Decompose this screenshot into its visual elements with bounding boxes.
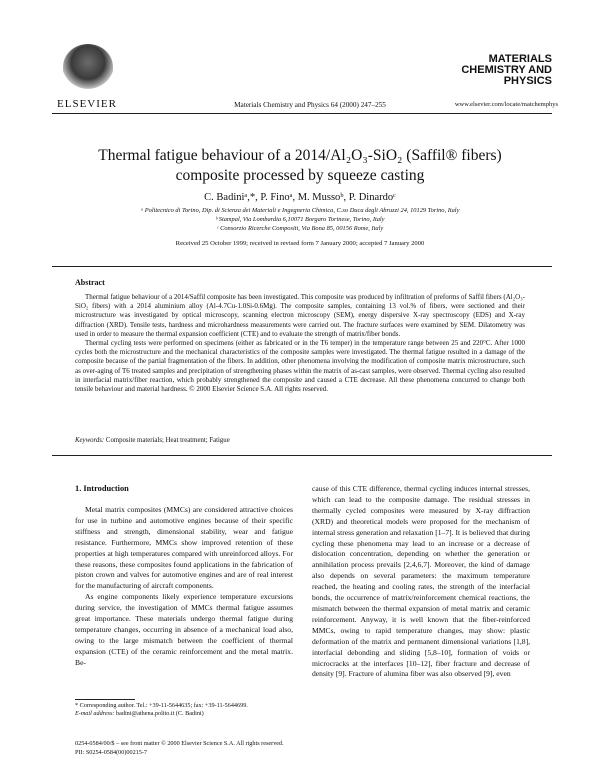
email-line xyxy=(75,710,305,718)
journal-url[interactable]: www.elsevier.com/locate/matchemphys xyxy=(454,101,558,108)
abstract-paragraph: Thermal cycling tests were performed on specimens (either as fabricated or in the T6 temper) in the temperature range between 25 and 220°C. After 1000 cycles both the microstructure and the mechanical characteristics of the composite samples were investigated. The thermal fatigue resulted in a damage of the composite because of the partial fragmentation of the fibers. In addition, other phenomena involving the modification of composite matrix microstructure, such as over-aging of T6 treated samples and precipitation of strengthening phases within the matrix of as-cast samples, were observed. Thermal cycling also resulted in interfacial matrix/fiber reaction, which probably strengthened the composite and caused a CTE decrease. All these phenomena concurred to change both tensile behaviour and material hardness. © 2000 Elsevier Science S.A. All rights reserved. xyxy=(75,339,525,394)
journal-name-line: PHYSICS xyxy=(503,75,552,87)
journal-name-line: MATERIALS xyxy=(488,53,552,65)
body-paragraph: As engine components likely experience temperature excursions during service, the investigation of MMCs thermal fatigue assumes great importance. These materials undergo thermal fatigue during temperature changes, occurring in absence of a mechanical load also, owing to the large mismatch between the coefficient of thermal expansion (CTE) of the ceramic reinforcement and the metal matrix. Be- xyxy=(75,592,293,667)
body-paragraph: Metal matrix composites (MMCs) are considered attractive choices for use in turbine and automotive engines because of their specific stiffness and strength, dimensional stability, wear and fatigue resistance. Furthermore, MMCs show improved retention of these properties at high temperatures compared with unreinforced alloys. For these reasons, these composites found applications in the fabrication of piston crown and valves for automotive engines and are of real interest for the manufacturing of aircraft components. xyxy=(75,505,293,591)
left-column xyxy=(75,505,293,669)
journal-name xyxy=(452,54,552,87)
title-line: composite processed by squeeze casting xyxy=(175,167,425,184)
journal-citation: Materials Chemistry and Physics 64 (2000) 247–255 xyxy=(234,101,386,109)
body-paragraph: cause of this CTE difference, thermal cycling induces internal stresses, which can lead to the composite damage. The residual stresses in thermally cycled composites were measured by X-ray diffraction (XRD) and theoretical models were proposed for the mechanism of internal stress generation and relaxation [1–7]. It is believed that during cycling these phenomena may lead to an increase or a decrease of dislocation concentration, depending on whether the generation or annihilation process prevails [2,4,6,7]. Moreover, the kind of damage also depends on several parameters: the maximum temperature reached, the heating and cooling rates, the strength of the interfacial bonds, the occurrence of matrix/reinforcement chemical reactions, the mismatch between the thermal expansion of metal matrix and ceramic reinforcement. Anyway, it is well known that the fiber-reinforced MMCs, owing to rapid temperature changes, may show: plastic deformation of the matrix and permanent dimensional variations [1,8], interfacial debonding and sliding [5,8–10], formation of voids or microcracks at the interfaces [10–12], fiber fracture and decrease of density [9]. Fracture of alumina fiber was also observed [9], even xyxy=(312,484,530,679)
keywords-text: Composite materials; Heat treatment; Fatigue xyxy=(105,437,230,444)
footnote xyxy=(75,702,305,718)
affiliation: ᵇ Stampal, Via Lombardia 6,10071 Borgaro Torinese, Torino, Italy xyxy=(215,216,385,223)
pii-line: PII: S0254-0584(00)00215-7 xyxy=(75,748,148,756)
corresponding-author: * Corresponding author. Tel.: +39-11-5644635; fax: +39-11-5644699. xyxy=(75,702,248,709)
authors: C. Badiniᵃ,*, P. Finoᵃ, M. Mussoᵇ, P. Dinardoᶜ xyxy=(204,192,396,203)
journal-name-line: CHEMISTRY AND xyxy=(461,64,552,76)
email-label: E-mail address: xyxy=(75,710,115,717)
abstract-bottom-divider xyxy=(52,455,552,456)
copyright-info xyxy=(75,740,375,757)
affiliation: ᶜ Consorzio Ricerche Compositi, Via Bona 85, 00156 Rome, Italy xyxy=(216,225,384,232)
title-line: Thermal fatigue behaviour of a 2014/Al₂O₃-SiO₂ (Saffil® fibers) xyxy=(98,147,502,164)
right-column xyxy=(312,484,530,680)
abstract-top-divider xyxy=(52,266,552,267)
issn-line: 0254-0584/00/$ – see front matter © 2000 Elsevier Science S.A. All rights reserved. xyxy=(75,740,284,747)
abstract-body xyxy=(75,293,525,394)
header-divider xyxy=(52,113,552,114)
publisher-logo xyxy=(58,44,118,106)
received-dates: Received 25 October 1999; received in revised form 7 January 2000; accepted 7 January 2000 xyxy=(175,240,425,247)
email-address[interactable]: badini@athena.polito.it (C. Badini) xyxy=(116,710,204,717)
keywords xyxy=(75,437,525,444)
keywords-label: Keywords: xyxy=(75,437,105,444)
section-heading: 1. Introduction xyxy=(75,484,129,493)
abstract-heading: Abstract xyxy=(75,278,105,287)
abstract-paragraph: Thermal fatigue behaviour of a 2014/Saffil composite has been investigated. This composite was produced by infiltration of preforms of Saffil fibers (Al₂O₃-SiO₂ fibers) with a 2014 aluminium alloy (Al-4.7Cu-1.0Si-0.6Mg). The composite samples, containing 13 vol.% of fibers, were sectioned and their microstructure was investigated by optical microscopy, scanning electron microscopy (SEM), energy dispersive X-ray spectroscopy (EDS) and X-ray diffraction (XRD). Tensile tests, hardness and microhardness measurements were carried out. The fracture surfaces were examined by SEM. Dilatometry was used in order to measure the thermal expansion coefficient (CTE) and to evaluate the strength of matrix/fiber bonds. xyxy=(75,293,525,338)
footnote-divider xyxy=(75,699,135,700)
paper-title xyxy=(80,146,520,186)
affiliation: ᵃ Politecnico di Torino, Dip. di Scienza dei Materiali e Ingegneria Chimica, C.so Duca degli Abruzzi 24, 10129 Torino, Italy xyxy=(140,207,460,214)
elsevier-tree-icon xyxy=(63,44,113,90)
publisher-name: ELSEVIER xyxy=(57,98,117,110)
